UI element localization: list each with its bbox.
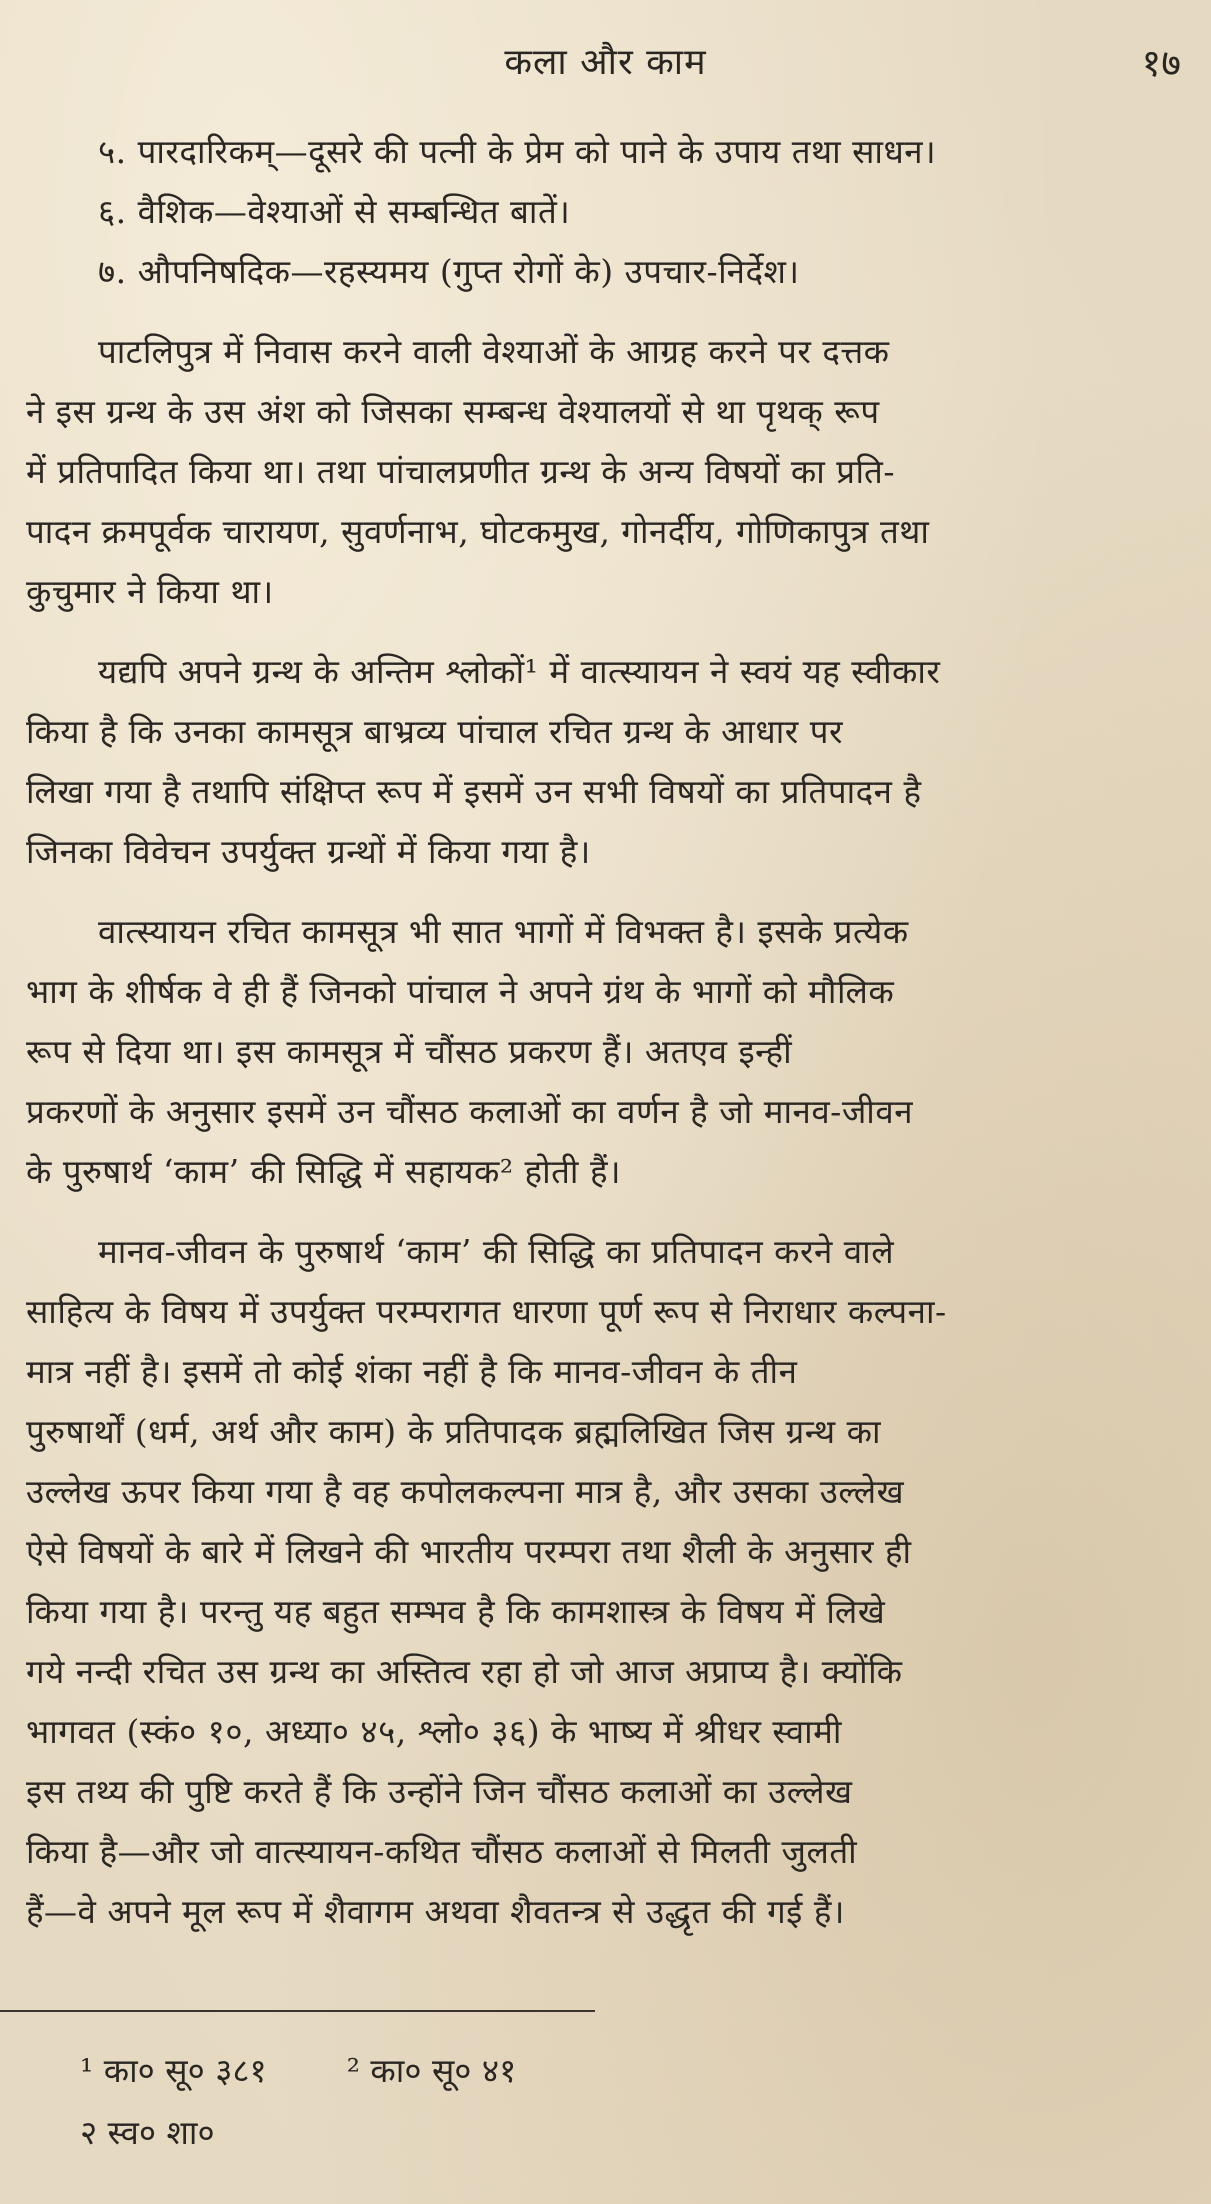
text-line: लिखा गया है तथापि संक्षिप्त रूप में इसमें उन सभी विषयों का प्रतिपादन है xyxy=(26,772,922,811)
paragraph xyxy=(26,322,1176,622)
text-line: वात्स्यायन रचित कामसूत्र भी सात भागों में विभक्त है। इसके प्रत्येक xyxy=(98,912,909,951)
text-line: हैं—वे अपने मूल रूप में शैवागम अथवा शैवतन्त्र से उद्धृत की गई हैं। xyxy=(26,1892,845,1931)
footnote-separator xyxy=(0,2010,595,2012)
text-line: साहित्य के विषय में उपर्युक्त परम्परागत धारणा पूर्ण रूप से निराधार कल्पना- xyxy=(26,1292,947,1331)
paragraph xyxy=(26,902,1176,1202)
text-line: ने इस ग्रन्थ के उस अंश को जिसका सम्बन्ध वेश्यालयों से था पृथक् रूप xyxy=(26,392,880,431)
text-line: में प्रतिपादित किया था। तथा पांचालप्रणीत ग्रन्थ के अन्य विषयों का प्रति- xyxy=(26,452,896,491)
text-line: कुचुमार ने किया था। xyxy=(26,572,274,611)
paragraph xyxy=(26,642,1176,882)
paragraph-gap xyxy=(26,1202,1176,1222)
running-title: कला और काम xyxy=(504,42,707,83)
paragraph xyxy=(26,1222,1176,1942)
footnote-2: ² का० सू० ४१ xyxy=(346,2051,517,2090)
footnotes xyxy=(80,2040,1130,2164)
text-line: मानव-जीवन के पुरुषार्थ ‘काम’ की सिद्धि का प्रतिपादन करने वाले xyxy=(98,1232,895,1271)
text-line: इस तथ्य की पुष्टि करते हैं कि उन्होंने जिन चौंसठ कलाओं का उल्लेख xyxy=(26,1772,853,1811)
list-item: ५. पारदारिकम्—दूसरे की पत्नी के प्रेम को पाने के उपाय तथा साधन। xyxy=(98,132,937,171)
text-line: किया है कि उनका कामसूत्र बाभ्रव्य पांचाल रचित ग्रन्थ के आधार पर xyxy=(26,712,843,751)
text-line: प्रकरणों के अनुसार इसमें उन चौंसठ कलाओं का वर्णन है जो मानव-जीवन xyxy=(26,1092,914,1131)
footnote-1: ¹ का० सू० ३८१ xyxy=(80,2051,267,2090)
text-line: जिनका विवेचन उपर्युक्त ग्रन्थों में किया गया है। xyxy=(26,832,591,871)
text-line: मात्र नहीं है। इसमें तो कोई शंका नहीं है कि मानव-जीवन के तीन xyxy=(26,1352,798,1391)
text-line: भागवत (स्कं० १०, अध्या० ४५, श्लो० ३६) के भाष्य में श्रीधर स्वामी xyxy=(26,1712,842,1751)
text-line: पाटलिपुत्र में निवास करने वाली वेश्याओं के आग्रह करने पर दत्तक xyxy=(98,332,890,371)
footnote-line xyxy=(80,2040,1130,2102)
list-item: ६. वैशिक—वेश्याओं से सम्बन्धित बातें। xyxy=(98,192,571,231)
list-item: ७. औपनिषदिक—रहस्यमय (गुप्त रोगों के) उपचार-निर्देश। xyxy=(98,252,800,291)
text-line: किया है—और जो वात्स्यायन-कथित चौंसठ कलाओं से मिलती जुलती xyxy=(26,1832,858,1871)
page-header xyxy=(0,28,1211,88)
text-line: पुरुषार्थों (धर्म, अर्थ और काम) के प्रतिपादक ब्रह्मलिखित जिस ग्रन्थ का xyxy=(26,1412,882,1451)
paragraph-gap xyxy=(26,882,1176,902)
text-line: किया गया है। परन्तु यह बहुत सम्भव है कि कामशास्त्र के विषय में लिखे xyxy=(26,1592,886,1631)
body-text xyxy=(26,122,1176,1942)
text-line: गये नन्दी रचित उस ग्रन्थ का अस्तित्व रहा हो जो आज अप्राप्य है। क्योंकि xyxy=(26,1652,903,1691)
text-line: पादन क्रमपूर्वक चारायण, सुवर्णनाभ, घोटकमुख, गोनर्दीय, गोणिकापुत्र तथा xyxy=(26,512,930,551)
text-line: उल्लेख ऊपर किया गया है वह कपोलकल्पना मात्र है, और उसका उल्लेख xyxy=(26,1472,905,1511)
footnote-line: २ स्व० शा० xyxy=(80,2113,215,2152)
paragraph-gap xyxy=(26,622,1176,642)
text-line: भाग के शीर्षक वे ही हैं जिनको पांचाल ने अपने ग्रंथ के भागों को मौलिक xyxy=(26,972,895,1011)
page-number: १७ xyxy=(1141,41,1181,85)
text-line: ऐसे विषयों के बारे में लिखने की भारतीय परम्परा तथा शैली के अनुसार ही xyxy=(26,1532,912,1571)
text-line: के पुरुषार्थ ‘काम’ की सिद्धि में सहायक² होती हैं। xyxy=(26,1152,621,1191)
paragraph-gap xyxy=(26,302,1176,322)
text-line: यद्यपि अपने ग्रन्थ के अन्तिम श्लोकों¹ में वात्स्यायन ने स्वयं यह स्वीकार xyxy=(98,652,941,691)
text-line: रूप से दिया था। इस कामसूत्र में चौंसठ प्रकरण हैं। अतएव इन्हीं xyxy=(26,1032,793,1071)
